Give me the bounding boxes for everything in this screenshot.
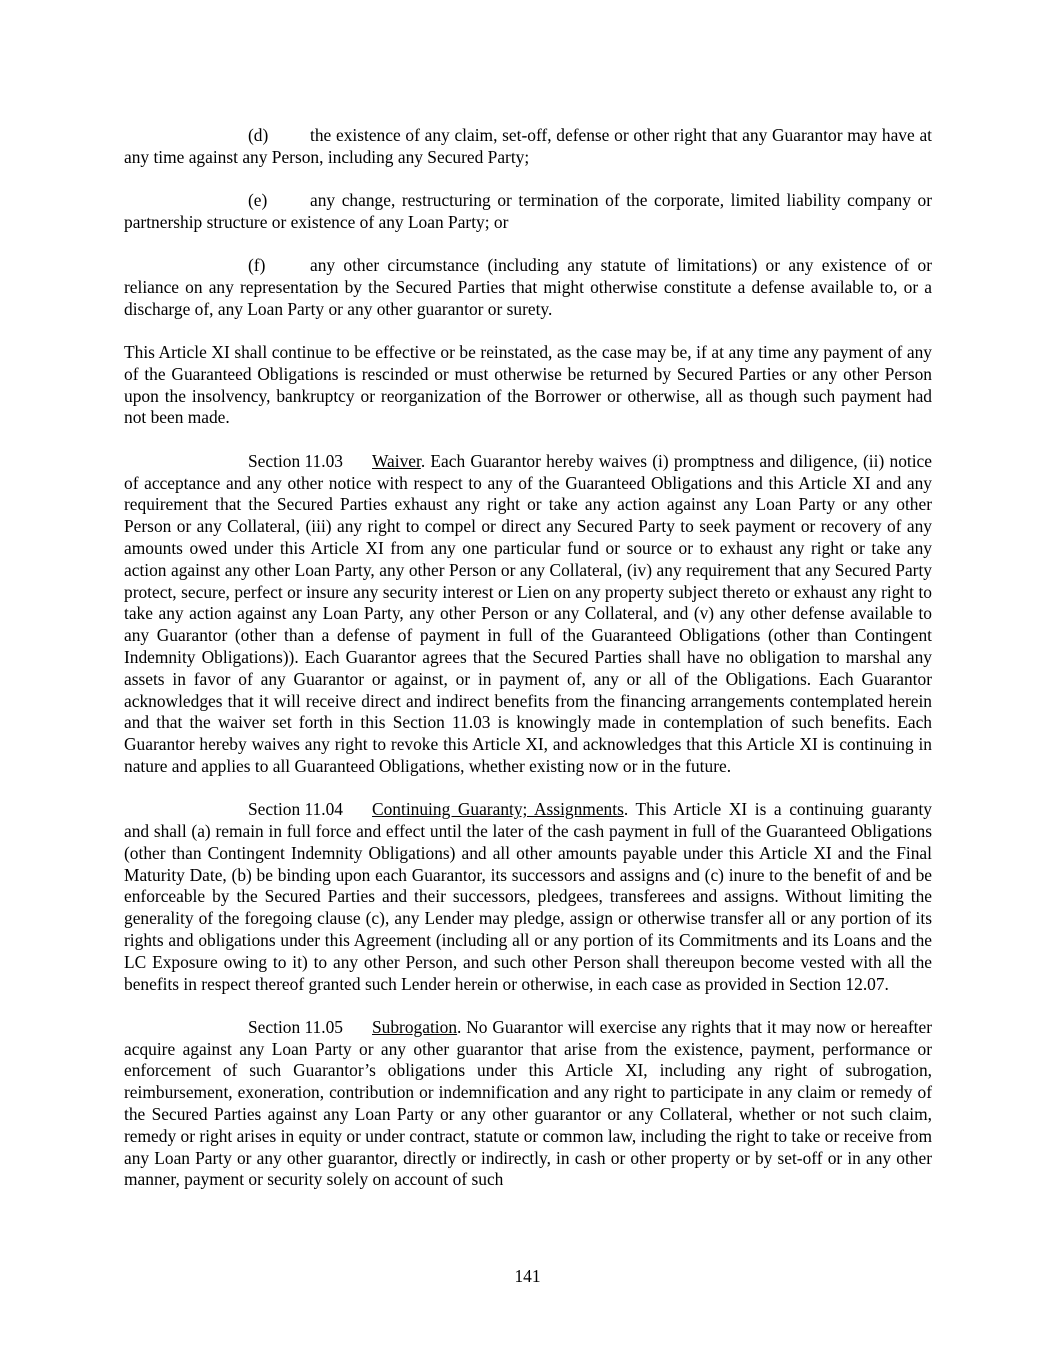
section-body: . Each Guarantor hereby waives (i) promptness and diligence, (ii) notice of acceptance and any other notice with respect to any of the Guaranteed Obligations and this Article XI and any requirement that the Secured Parties exhaust any right or take any action against any Loan Party or any other Person or any Collateral, (iii) any right to compel or direct any Secured Party to seek payment or recovery of any amounts owed under this Article XI from any one particular fund or source or to exhaust any right or take any action against any other Loan Party, any other Person or any Collateral, (iv) any requirement that any Secured Party protect, secure, perfect or insure any security interest or Lien on any property subject thereto or exhaust any right to take any action against any Loan Party, any other Person or any Collateral, and (v) any other defense available to any Guarantor (other than a defense of payment in full of the Guaranteed Obligations (other than Contingent Indemnity Obligations)). Each Guarantor agrees that the Secured Parties shall have no obligation to marshal any assets in favor of any Guarantor or against, or in payment of, any or all of the Obligations. Each Guarantor acknowledges that it will receive direct and indirect benefits from the financing arrangements contemplated herein and that the waiver set forth in this Section 11.03 is knowingly made in contemplation of such benefits. Each Guarantor hereby waives any right to revoke this Article XI, and acknowledges that this Article XI is continuing in nature and applies to all Guaranteed Obligations, whether existing now or in the future. (124, 450, 932, 776)
reinstatement-paragraph: This Article XI shall continue to be effective or be reinstated, as the case may be, if at any time any payment of any of the Guaranteed Obligations is rescinded or must otherwise be returned by Secured Parties or any other Person upon the insolvency, bankruptcy or reorganization of the Borrower or otherwise, all as though such payment had not been made. (124, 342, 932, 428)
section-number: Section 11.04 (248, 799, 343, 820)
section-11-05 (124, 1017, 932, 1191)
clause-text: any other circumstance (including any statute of limitations) or any existence of or reliance on any representation by the Secured Parties that might otherwise constitute a defense available to, or a discharge of, any Loan Party or any other guarantor or surety. (124, 255, 932, 319)
document-page (124, 125, 932, 1213)
page-number: 141 (514, 1266, 541, 1286)
section-11-04 (124, 799, 932, 995)
section-number: Section 11.03 (248, 450, 343, 471)
section-heading: Continuing Guaranty; Assignments (372, 799, 624, 820)
section-heading: Subrogation (372, 1016, 458, 1037)
clause-label: (f) (248, 255, 266, 276)
section-body: . No Guarantor will exercise any rights that it may now or hereafter acquire against any Loan Party or any other guarantor that arise from the existence, payment, performance or enforcement of such Guarantor’s obligations under this Article XI, including any right of subrogation, reimbursement, exoneration, contribution or indemnification and any right to participate in any claim or remedy of the Secured Parties against any Loan Party or any other guarantor or any Collateral, whether or not such claim, remedy or right arises in equity or under contract, statute or common law, including the right to take or receive from any Loan Party or any other guarantor, directly or indirectly, in cash or other property or by set-off or in any other manner, payment or security solely on account of such (124, 1016, 932, 1190)
clause-d (124, 125, 932, 169)
clause-label: (d) (248, 125, 269, 145)
section-heading: Waiver (372, 450, 421, 471)
clause-e (124, 190, 932, 234)
section-number: Section 11.05 (248, 1016, 343, 1037)
clause-f (124, 255, 932, 320)
clause-label: (e) (248, 190, 268, 211)
clause-text: any change, restructuring or termination of the corporate, limited liability company or partnership structure or existence of any Loan Party; or (124, 190, 932, 232)
clause-text: the existence of any claim, set-off, defense or other right that any Guarantor may have at any time against any Person, including any Secured Party; (124, 125, 932, 167)
section-body: . This Article XI is a continuing guaranty and shall (a) remain in full force and effect until the later of the cash payment in full of the Guaranteed Obligations (other than Contingent Indemnity Obligations) and all other amounts payable under this Article XI and the Final Maturity Date, (b) be binding upon each Guarantor, its successors and assigns and (c) inure to the benefit of and be enforceable by the Secured Parties and their successors, pledgees, transferees and assigns. Without limiting the generality of the foregoing clause (c), any Lender may pledge, assign or otherwise transfer all or any portion of its rights and obligations under this Agreement (including all or any portion of its Commitments and its Loans and the LC Exposure owing to it) to any other Person, and such other Person shall thereupon become vested with all the benefits in respect thereof granted such Lender herein or otherwise, in each case as provided in Section 12.07. (124, 799, 932, 994)
section-11-03 (124, 451, 932, 778)
